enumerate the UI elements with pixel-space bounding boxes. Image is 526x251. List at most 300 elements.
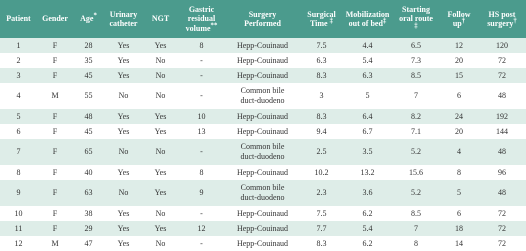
cell-surgical-time [300, 124, 343, 139]
cell-ngt [143, 124, 178, 139]
cell-mobilization-out-of-bed [343, 180, 392, 206]
cell-ngt [143, 38, 178, 53]
cell-patient [0, 83, 37, 109]
cell-patient [0, 68, 37, 83]
cell-hs-post-surgery [478, 236, 526, 251]
hs-post-surgery-value: 72 [498, 208, 506, 218]
table-row [0, 180, 526, 206]
follow-up-value: 5 [457, 188, 461, 197]
cell-ngt [143, 165, 178, 180]
cell-gastric-residual-volume [178, 53, 225, 68]
cell-gender [37, 180, 73, 206]
ngt-value: No [155, 238, 166, 248]
cell-surgery-performed [225, 139, 300, 165]
cell-follow-up [440, 38, 478, 53]
gender-value: F [52, 208, 58, 218]
cell-gender [37, 139, 73, 165]
hs-post-surgery-value: 192 [496, 111, 508, 121]
footnote-mark: ‡ [382, 17, 387, 25]
cell-surgery-performed [225, 180, 300, 206]
cell-hs-post-surgery [478, 68, 526, 83]
surgery-performed-value: Hepp-Couinaud [236, 111, 289, 121]
cell-age [73, 53, 104, 68]
hs-post-surgery-value: 120 [496, 40, 508, 50]
gastric-residual-volume-value: - [200, 238, 203, 248]
cell-mobilization-out-of-bed [343, 109, 392, 124]
cell-surgery-performed [225, 38, 300, 53]
patient-value: 3 [16, 70, 21, 80]
cell-age [73, 109, 104, 124]
cell-starting-oral-route [392, 180, 440, 206]
cell-hs-post-surgery [478, 221, 526, 236]
surgical-time-value: 8.3 [316, 70, 327, 80]
cell-mobilization-out-of-bed [343, 221, 392, 236]
cell-surgical-time [300, 38, 343, 53]
cell-mobilization-out-of-bed [343, 68, 392, 83]
hs-post-surgery-value: 72 [498, 238, 506, 248]
cell-follow-up [440, 109, 478, 124]
surgical-time-value: 9.4 [316, 126, 327, 136]
column-header-label: Surgical Time [307, 9, 336, 28]
cell-urinary-catheter [104, 83, 143, 109]
urinary-catheter-value: Yes [117, 126, 130, 136]
gastric-residual-volume-value: 8 [199, 40, 204, 50]
age-value: 45 [84, 70, 93, 80]
mobilization-out-of-bed-value: 5.4 [362, 223, 373, 233]
cell-follow-up [440, 68, 478, 83]
cell-mobilization-out-of-bed [343, 236, 392, 251]
cell-gastric-residual-volume [178, 38, 225, 53]
column-header-text [42, 14, 68, 24]
column-header-patient [0, 0, 37, 38]
cell-surgical-time [300, 139, 343, 165]
cell-age [73, 236, 104, 251]
cell-age [73, 38, 104, 53]
table-row [0, 124, 526, 139]
starting-oral-route-value: 8.5 [411, 208, 421, 218]
cell-age [73, 165, 104, 180]
ngt-value: Yes [154, 167, 167, 177]
ngt-value: Yes [154, 111, 167, 121]
cell-hs-post-surgery [478, 83, 526, 109]
cell-follow-up [440, 221, 478, 236]
urinary-catheter-value: Yes [117, 238, 130, 248]
column-header-text [152, 14, 169, 24]
gender-value: F [52, 55, 58, 65]
ngt-value: Yes [154, 223, 167, 233]
cell-gender [37, 221, 73, 236]
cell-surgical-time [300, 165, 343, 180]
cell-surgery-performed [225, 165, 300, 180]
ngt-value: Yes [154, 40, 167, 50]
surgery-performed-value: Hepp-Couinaud [236, 126, 289, 136]
gender-value: F [52, 40, 58, 50]
surgical-time-value: 8.3 [316, 238, 327, 248]
cell-starting-oral-route [392, 236, 440, 251]
mobilization-out-of-bed-value: 6.3 [362, 70, 373, 80]
patient-value: 12 [14, 238, 23, 248]
table-row [0, 236, 526, 251]
cell-gastric-residual-volume [178, 139, 225, 165]
cell-ngt [143, 236, 178, 251]
follow-up-value: 6 [457, 208, 461, 218]
surgical-time-value: 7.5 [316, 208, 327, 218]
gender-value: F [52, 147, 58, 156]
age-value: 29 [84, 223, 93, 233]
gastric-residual-volume-value: 13 [197, 126, 206, 136]
age-value: 28 [84, 40, 93, 50]
cell-follow-up [440, 53, 478, 68]
starting-oral-route-value: 6.5 [411, 40, 421, 50]
surgery-performed-value: Common bile duct-duodeno [240, 142, 285, 161]
cell-patient [0, 139, 37, 165]
column-header-urinary-catheter [104, 0, 143, 38]
gastric-residual-volume-value: - [200, 70, 203, 80]
follow-up-value: 20 [455, 55, 463, 65]
cell-patient [0, 180, 37, 206]
cell-starting-oral-route [392, 83, 440, 109]
cell-mobilization-out-of-bed [343, 124, 392, 139]
cell-gender [37, 109, 73, 124]
gastric-residual-volume-value: - [200, 55, 203, 65]
cell-starting-oral-route [392, 109, 440, 124]
surgery-performed-value: Hepp-Couinaud [236, 70, 289, 80]
gastric-residual-volume-value: 9 [199, 188, 204, 197]
surgical-time-value: 6.3 [316, 55, 327, 65]
column-header-label: Surgery Performed [244, 9, 281, 28]
column-header-gastric-residual-volume [178, 0, 225, 38]
cell-ngt [143, 139, 178, 165]
cell-ngt [143, 221, 178, 236]
cell-age [73, 124, 104, 139]
follow-up-value: 20 [455, 126, 463, 136]
column-header-hs-post-surgery [478, 0, 526, 38]
cell-surgical-time [300, 68, 343, 83]
column-header-starting-oral-route [392, 0, 440, 38]
cell-mobilization-out-of-bed [343, 139, 392, 165]
cell-gender [37, 53, 73, 68]
cell-mobilization-out-of-bed [343, 165, 392, 180]
hs-post-surgery-value: 72 [498, 70, 506, 80]
age-value: 38 [84, 208, 93, 218]
cell-surgery-performed [225, 68, 300, 83]
cell-surgical-time [300, 180, 343, 206]
surgical-time-value: 2.5 [316, 147, 327, 156]
gastric-residual-volume-value: - [200, 208, 203, 218]
cell-urinary-catheter [104, 139, 143, 165]
urinary-catheter-value: No [118, 91, 129, 100]
age-value: 45 [84, 126, 93, 136]
cell-gender [37, 236, 73, 251]
gastric-residual-volume-value: 8 [199, 167, 204, 177]
patient-value: 7 [16, 147, 21, 156]
cell-follow-up [440, 124, 478, 139]
cell-patient [0, 124, 37, 139]
hs-post-surgery-value: 48 [498, 147, 506, 156]
gender-value: M [51, 238, 59, 248]
cell-age [73, 180, 104, 206]
ngt-value: No [155, 147, 166, 156]
column-header-label: Urinary catheter [109, 9, 138, 28]
ngt-value: No [155, 208, 166, 218]
cell-urinary-catheter [104, 221, 143, 236]
patient-value: 5 [16, 111, 21, 121]
patient-value: 11 [14, 223, 23, 233]
cell-surgical-time [300, 53, 343, 68]
cell-urinary-catheter [104, 236, 143, 251]
starting-oral-route-value: 7.3 [411, 55, 421, 65]
column-header-text [105, 10, 142, 29]
follow-up-value: 24 [455, 111, 463, 121]
cell-patient [0, 165, 37, 180]
cell-mobilization-out-of-bed [343, 206, 392, 221]
column-header-label: Follow up [447, 9, 471, 28]
surgery-performed-value: Hepp-Couinaud [236, 40, 289, 50]
starting-oral-route-value: 15.6 [409, 167, 423, 177]
gastric-residual-volume-value: 10 [197, 111, 206, 121]
cell-gastric-residual-volume [178, 68, 225, 83]
column-header-text [179, 5, 224, 34]
column-header-text [301, 10, 342, 29]
surgery-performed-value: Common bile duct-duodeno [240, 183, 285, 202]
hs-post-surgery-value: 96 [498, 167, 506, 177]
footnote-mark: ‡ [414, 22, 418, 30]
cell-gender [37, 165, 73, 180]
cell-gastric-residual-volume [178, 83, 225, 109]
table-row [0, 53, 526, 68]
column-header-text [344, 10, 391, 29]
column-header-text [398, 5, 435, 34]
follow-up-value: 15 [455, 70, 463, 80]
column-header-surgical-time [300, 0, 343, 38]
cell-gender [37, 124, 73, 139]
table-row [0, 38, 526, 53]
starting-oral-route-value: 8.2 [411, 111, 421, 121]
header-row [0, 0, 526, 38]
follow-up-value: 12 [455, 40, 463, 50]
urinary-catheter-value: No [118, 188, 129, 197]
cell-patient [0, 221, 37, 236]
cell-starting-oral-route [392, 53, 440, 68]
surgical-time-value: 3 [319, 91, 324, 100]
mobilization-out-of-bed-value: 13.2 [360, 167, 375, 177]
footnote-mark: ‡ [329, 17, 334, 25]
cell-urinary-catheter [104, 109, 143, 124]
gastric-residual-volume-value: - [200, 147, 203, 156]
hs-post-surgery-value: 144 [496, 126, 508, 136]
cell-gastric-residual-volume [178, 165, 225, 180]
cell-surgical-time [300, 206, 343, 221]
age-value: 48 [84, 111, 93, 121]
cell-surgical-time [300, 221, 343, 236]
surgery-performed-value: Hepp-Couinaud [236, 223, 289, 233]
cell-surgery-performed [225, 206, 300, 221]
age-value: 63 [84, 188, 93, 197]
ngt-value: Yes [154, 188, 167, 197]
cell-follow-up [440, 236, 478, 251]
table-row [0, 139, 526, 165]
age-value: 47 [84, 238, 93, 248]
starting-oral-route-value: 5.2 [411, 147, 421, 156]
cell-gender [37, 68, 73, 83]
table-body [0, 38, 526, 251]
patient-value: 4 [16, 91, 21, 100]
hs-post-surgery-value: 72 [498, 223, 506, 233]
cell-gastric-residual-volume [178, 206, 225, 221]
cell-surgery-performed [225, 83, 300, 109]
cell-gender [37, 206, 73, 221]
starting-oral-route-value: 5.2 [411, 188, 421, 197]
cell-patient [0, 109, 37, 124]
cell-hs-post-surgery [478, 109, 526, 124]
cell-ngt [143, 206, 178, 221]
urinary-catheter-value: Yes [117, 208, 130, 218]
gastric-residual-volume-value: 12 [197, 223, 206, 233]
cell-hs-post-surgery [478, 139, 526, 165]
cell-mobilization-out-of-bed [343, 38, 392, 53]
cell-age [73, 68, 104, 83]
table-row [0, 221, 526, 236]
follow-up-value: 14 [455, 238, 463, 248]
cell-urinary-catheter [104, 180, 143, 206]
starting-oral-route-value: 7 [414, 91, 418, 100]
patient-value: 10 [14, 208, 23, 218]
gender-value: F [52, 126, 58, 136]
follow-up-value: 8 [457, 167, 461, 177]
cell-starting-oral-route [392, 38, 440, 53]
cell-gender [37, 38, 73, 53]
cell-gastric-residual-volume [178, 236, 225, 251]
cell-age [73, 139, 104, 165]
column-header-text [479, 10, 525, 29]
cell-ngt [143, 180, 178, 206]
urinary-catheter-value: Yes [117, 55, 130, 65]
urinary-catheter-value: Yes [117, 111, 130, 121]
cell-urinary-catheter [104, 124, 143, 139]
age-value: 35 [84, 55, 93, 65]
urinary-catheter-value: No [118, 147, 129, 156]
gender-value: F [52, 111, 58, 121]
mobilization-out-of-bed-value: 4.4 [362, 40, 373, 50]
urinary-catheter-value: Yes [117, 40, 130, 50]
mobilization-out-of-bed-value: 6.2 [362, 208, 373, 218]
gender-value: F [52, 70, 58, 80]
cell-starting-oral-route [392, 68, 440, 83]
surgical-time-value: 7.7 [316, 223, 327, 233]
gastric-residual-volume-value: - [200, 91, 203, 100]
hs-post-surgery-value: 48 [498, 188, 506, 197]
gender-value: M [51, 91, 59, 100]
column-header-label: Age [80, 14, 94, 24]
urinary-catheter-value: Yes [117, 70, 130, 80]
cell-urinary-catheter [104, 68, 143, 83]
surgery-performed-value: Hepp-Couinaud [236, 208, 289, 218]
cell-hs-post-surgery [478, 206, 526, 221]
urinary-catheter-value: Yes [117, 223, 130, 233]
cell-starting-oral-route [392, 124, 440, 139]
table-row [0, 206, 526, 221]
column-header-ngt [143, 0, 178, 38]
gender-value: F [52, 188, 58, 197]
follow-up-value: 4 [457, 147, 461, 156]
cell-urinary-catheter [104, 38, 143, 53]
cell-surgery-performed [225, 53, 300, 68]
follow-up-value: 6 [457, 91, 461, 100]
mobilization-out-of-bed-value: 3.5 [362, 147, 373, 156]
column-header-text [242, 10, 284, 29]
cell-urinary-catheter [104, 206, 143, 221]
cell-surgical-time [300, 83, 343, 109]
patient-value: 8 [16, 167, 21, 177]
footnote-mark: † [461, 17, 466, 25]
cell-follow-up [440, 206, 478, 221]
column-header-mobilization-out-of-bed [343, 0, 392, 38]
column-header-gender [37, 0, 73, 38]
surgery-performed-value: Hepp-Couinaud [236, 167, 289, 177]
cell-hs-post-surgery [478, 53, 526, 68]
cell-hs-post-surgery [478, 165, 526, 180]
table-row [0, 109, 526, 124]
mobilization-out-of-bed-value: 6.4 [362, 111, 373, 121]
patient-value: 6 [16, 126, 21, 136]
footnote-mark: * [93, 12, 97, 20]
gender-value: F [52, 223, 58, 233]
age-value: 65 [84, 147, 93, 156]
starting-oral-route-value: 8 [414, 238, 418, 248]
starting-oral-route-value: 7.1 [411, 126, 421, 136]
column-header-label: Mobilization out of bed [345, 9, 390, 28]
cell-mobilization-out-of-bed [343, 83, 392, 109]
cell-starting-oral-route [392, 165, 440, 180]
ngt-value: Yes [154, 126, 167, 136]
cell-surgical-time [300, 109, 343, 124]
patient-value: 9 [16, 188, 21, 197]
column-header-text [445, 10, 473, 29]
surgical-time-value: 2.3 [316, 188, 327, 197]
cell-patient [0, 38, 37, 53]
mobilization-out-of-bed-value: 3.6 [362, 188, 373, 197]
column-header-label: Patient [6, 14, 31, 24]
cell-patient [0, 206, 37, 221]
column-header-text [6, 14, 30, 24]
age-value: 40 [84, 167, 93, 177]
cell-mobilization-out-of-bed [343, 53, 392, 68]
column-header-label: HS post surgery [487, 9, 516, 28]
column-header-label: Gastric residual volume [185, 4, 216, 33]
starting-oral-route-value: 7 [414, 223, 418, 233]
follow-up-value: 18 [455, 223, 463, 233]
cell-patient [0, 236, 37, 251]
surgical-time-value: 8.3 [316, 111, 327, 121]
surgical-time-value: 10.2 [314, 167, 329, 177]
starting-oral-route-value: 8.5 [411, 70, 421, 80]
footnote-mark: † [513, 17, 517, 25]
surgery-performed-value: Hepp-Couinaud [236, 238, 289, 248]
cell-patient [0, 53, 37, 68]
ngt-value: No [155, 70, 166, 80]
age-value: 55 [84, 91, 93, 100]
hs-post-surgery-value: 48 [498, 91, 506, 100]
cell-ngt [143, 68, 178, 83]
table-row [0, 83, 526, 109]
table-header [0, 0, 526, 38]
cell-surgery-performed [225, 124, 300, 139]
cell-surgery-performed [225, 236, 300, 251]
cell-follow-up [440, 139, 478, 165]
column-header-follow-up [440, 0, 478, 38]
table-row [0, 165, 526, 180]
mobilization-out-of-bed-value: 5.4 [362, 55, 373, 65]
